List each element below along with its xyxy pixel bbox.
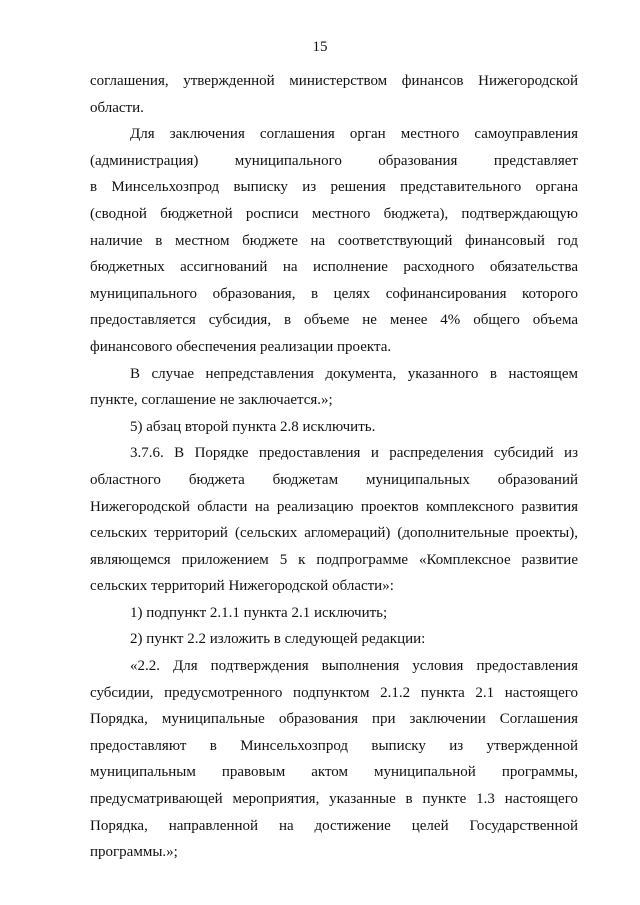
text-line: Нижегородской области на реализацию проектов комплексного развития xyxy=(90,498,578,515)
text-line: в Минсельхозпрод выписку из решения представительного органа xyxy=(90,179,578,196)
text-line: сельских территорий Нижегородской области»: xyxy=(90,578,394,595)
text-line: пункте, соглашение не заключается.»; xyxy=(90,392,333,409)
text-line: 3.7.6. В Порядке предоставления и распределения субсидий из xyxy=(130,445,578,462)
text-line: сельских территорий (сельских агломераций) (дополнительные проекты), xyxy=(90,525,578,542)
text-line: (сводной бюджетной росписи местного бюджета), подтверждающую xyxy=(90,205,578,222)
document-body xyxy=(90,68,578,866)
text-line: Порядка, направленной на достижение целей Государственной xyxy=(90,817,578,834)
text-line: области. xyxy=(90,99,144,116)
text-line: областного бюджета бюджетам муниципальных образований xyxy=(90,471,578,488)
text-line: субсидии, предусмотренного подпунктом 2.1.2 пункта 2.1 настоящего xyxy=(90,684,578,701)
text-line: «2.2. Для подтверждения выполнения условия предоставления xyxy=(130,658,578,675)
text-line: программы.»; xyxy=(90,844,178,861)
text-line: бюджетных ассигнований на исполнение расходного обязательства xyxy=(90,259,578,276)
text-line: наличие в местном бюджете на соответствующий финансовый год xyxy=(90,232,578,249)
text-line: предоставляют в Минсельхозпрод выписку из утвержденной xyxy=(90,737,578,754)
text-line: муниципального образования, в целях софинансирования которого xyxy=(90,285,578,302)
text-line: предусматривающей мероприятия, указанные в пункте 1.3 настоящего xyxy=(90,791,578,808)
text-line: являющемся приложением 5 к подпрограмме «Комплексное развитие xyxy=(90,551,578,568)
text-line: Для заключения соглашения орган местного самоуправления xyxy=(130,126,578,143)
text-line: Порядка, муниципальные образования при заключении Соглашения xyxy=(90,711,578,728)
text-line: 2) пункт 2.2 изложить в следующей редакции: xyxy=(130,631,426,648)
text-line: предоставляется субсидия, в объеме не менее 4% общего объема xyxy=(90,312,578,329)
page-number: 15 xyxy=(312,39,328,55)
text-line: муниципальным правовым актом муниципальной программы, xyxy=(90,764,578,781)
text-line: 1) подпункт 2.1.1 пункта 2.1 исключить; xyxy=(130,604,388,621)
text-line: 5) абзац второй пункта 2.8 исключить. xyxy=(130,418,376,435)
text-line: В случае непредставления документа, указанного в настоящем xyxy=(130,365,578,382)
text-line: (администрация) муниципального образования представляет xyxy=(90,152,578,169)
text-line: финансового обеспечения реализации проекта. xyxy=(90,338,392,355)
text-line: соглашения, утвержденной министерством финансов Нижегородской xyxy=(90,73,578,89)
